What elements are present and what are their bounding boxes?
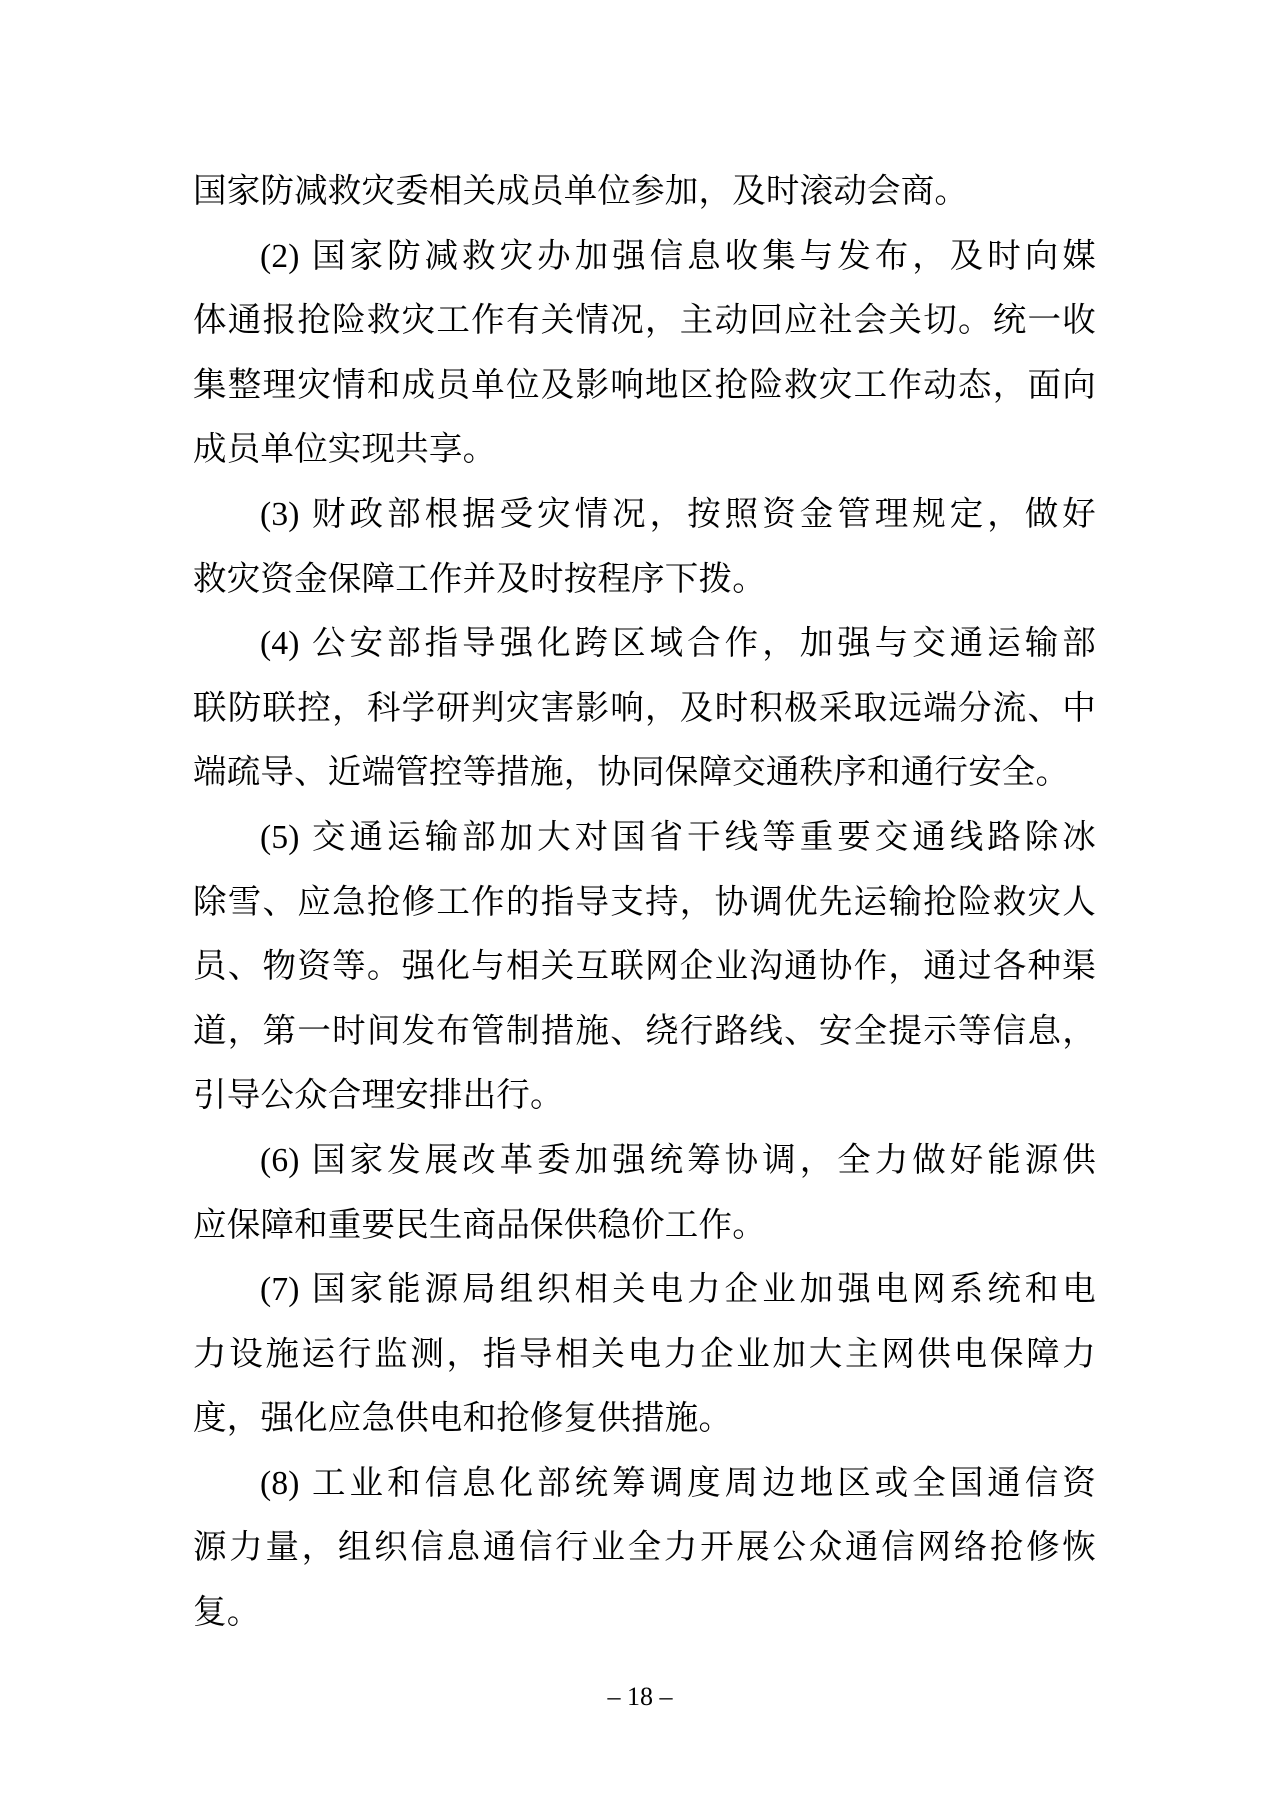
text-line: 源力量，组织信息通信行业全力开展公众通信网络抢修恢 [193, 1529, 1096, 1567]
text-line: 应保障和重要民生商品保供稳价工作。 [193, 1206, 766, 1244]
text-line: (8) 工业和信息化部统筹调度周边地区或全国通信资 [260, 1464, 1096, 1502]
text-line: 国家防减救灾委相关成员单位参加，及时滚动会商。 [193, 173, 969, 210]
text-line: (2) 国家防减救灾办加强信息收集与发布，及时向媒 [260, 237, 1096, 275]
text-line: (7) 国家能源局组织相关电力企业加强电网系统和电 [260, 1271, 1096, 1309]
text-line: (5) 交通运输部加大对国省干线等重要交通线路除冰 [260, 818, 1096, 856]
text-line: 成员单位实现共享。 [193, 431, 497, 469]
text-line: 员、物资等。强化与相关互联网企业沟通协作，通过各种渠 [193, 948, 1096, 986]
text-line: 体通报抢险救灾工作有关情况，主动回应社会关切。统一收 [193, 302, 1096, 340]
text-line: (3) 财政部根据受灾情况，按照资金管理规定，做好 [260, 495, 1096, 533]
text-line: (6) 国家发展改革委加强统筹协调，全力做好能源供 [260, 1141, 1096, 1179]
text-line: 救灾资金保障工作并及时按程序下拨。 [193, 560, 766, 598]
text-line: 集整理灾情和成员单位及影响地区抢险救灾工作动态，面向 [193, 366, 1096, 404]
text-line: 力设施运行监测，指导相关电力企业加大主网供电保障力 [193, 1335, 1096, 1373]
text-line: 除雪、应急抢修工作的指导支持，协调优先运输抢险救灾人 [193, 883, 1096, 921]
text-line: 联防联控，科学研判灾害影响，及时积极采取远端分流、中 [193, 689, 1096, 727]
text-line: 引导公众合理安排出行。 [193, 1077, 564, 1115]
body-text [193, 160, 1096, 1646]
text-line: 度，强化应急供电和抢修复供措施。 [193, 1400, 733, 1438]
text-line: 复。 [193, 1594, 261, 1632]
text-line: 端疏导、近端管控等措施，协同保障交通秩序和通行安全。 [193, 754, 1070, 792]
page-number: – 18 – [607, 1682, 673, 1711]
text-line: 道，第一时间发布管制措施、绕行路线、安全提示等信息， [193, 1012, 1096, 1050]
text-line: (4) 公安部指导强化跨区域合作，加强与交通运输部 [260, 625, 1096, 663]
